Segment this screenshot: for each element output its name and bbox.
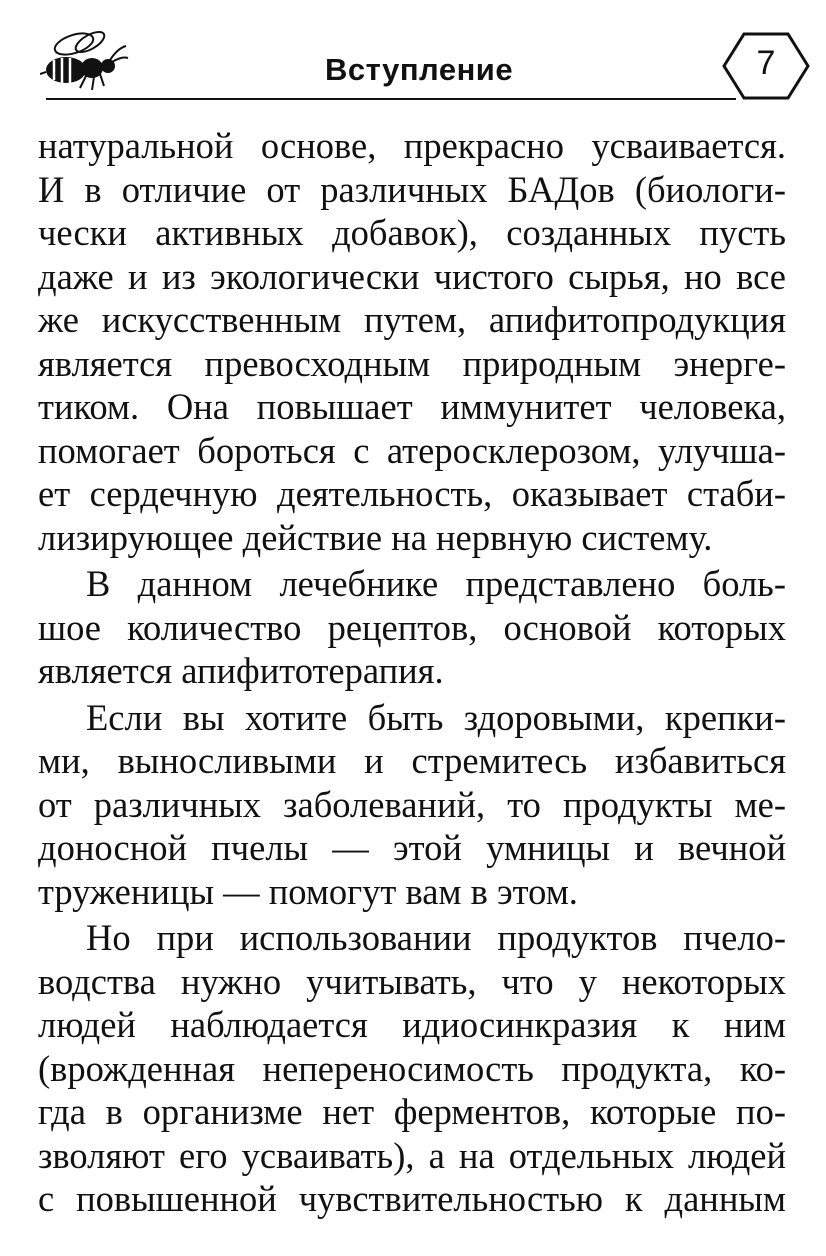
text-line: от различных заболеваний, то продукты ме- <box>38 783 786 825</box>
text-line: гда в организме нет ферментов, которые по- <box>38 1091 786 1132</box>
bee-icon <box>40 28 130 100</box>
text-line: зволяют его усваивать), а на отдельных людей <box>38 1134 786 1176</box>
text-line: лизирующее действие на нервную систему. <box>38 516 713 558</box>
text-line: И в отличие от различных БАДов (биологи- <box>38 168 786 210</box>
text-line: доносной пчелы — этой умницы и вечной <box>38 827 786 868</box>
text-line: шое количество рецептов, основой которых <box>38 606 786 648</box>
paragraph-4 <box>38 916 786 1221</box>
text-line: натуральной основе, прекрасно усваивается. <box>38 125 786 166</box>
text-line: ет сердечную деятельность, оказывает стаби- <box>38 473 786 514</box>
page-title: Вступление <box>325 52 514 87</box>
text-line: является превосходным природным энерге- <box>38 342 786 384</box>
text-line: с повышенной чувствительностью к данным <box>38 1178 786 1219</box>
text-line: В данном лечебнике представлено боль- <box>86 563 786 604</box>
text-line: ми, выносливыми и стремитесь избавиться <box>38 740 786 781</box>
text-line: является апифитотерапия. <box>38 650 444 691</box>
header-divider <box>46 98 736 100</box>
text-line: помогает бороться с атеросклерозом, улучша- <box>38 429 786 471</box>
text-line: людей наблюдается идиосинкразия к ним <box>38 1004 786 1045</box>
text-line: же искусственным путем, апифитопродукция <box>38 299 786 340</box>
text-line: чески активных добавок), созданных пусть <box>38 212 786 253</box>
text-line: труженицы — помогут вам в этом. <box>38 870 578 912</box>
text-line: тиком. Она повышает иммунитет человека, <box>38 386 786 427</box>
paragraph-3 <box>38 696 786 914</box>
text-line: (врожденная непереносимость продукта, ко- <box>38 1047 786 1089</box>
paragraph-1 <box>38 124 786 559</box>
text-line: водства нужно учитывать, что у некоторых <box>38 960 786 1002</box>
text-line: даже и из экологически чистого сырья, но все <box>38 255 786 297</box>
body-text <box>38 124 786 1221</box>
page-number: 7 <box>756 44 776 82</box>
paragraph-2 <box>38 562 786 693</box>
text-line: Если вы хотите быть здоровыми, крепки- <box>86 696 786 738</box>
text-line: Но при использовании продуктов пчело- <box>86 917 786 958</box>
page-header <box>40 22 810 102</box>
